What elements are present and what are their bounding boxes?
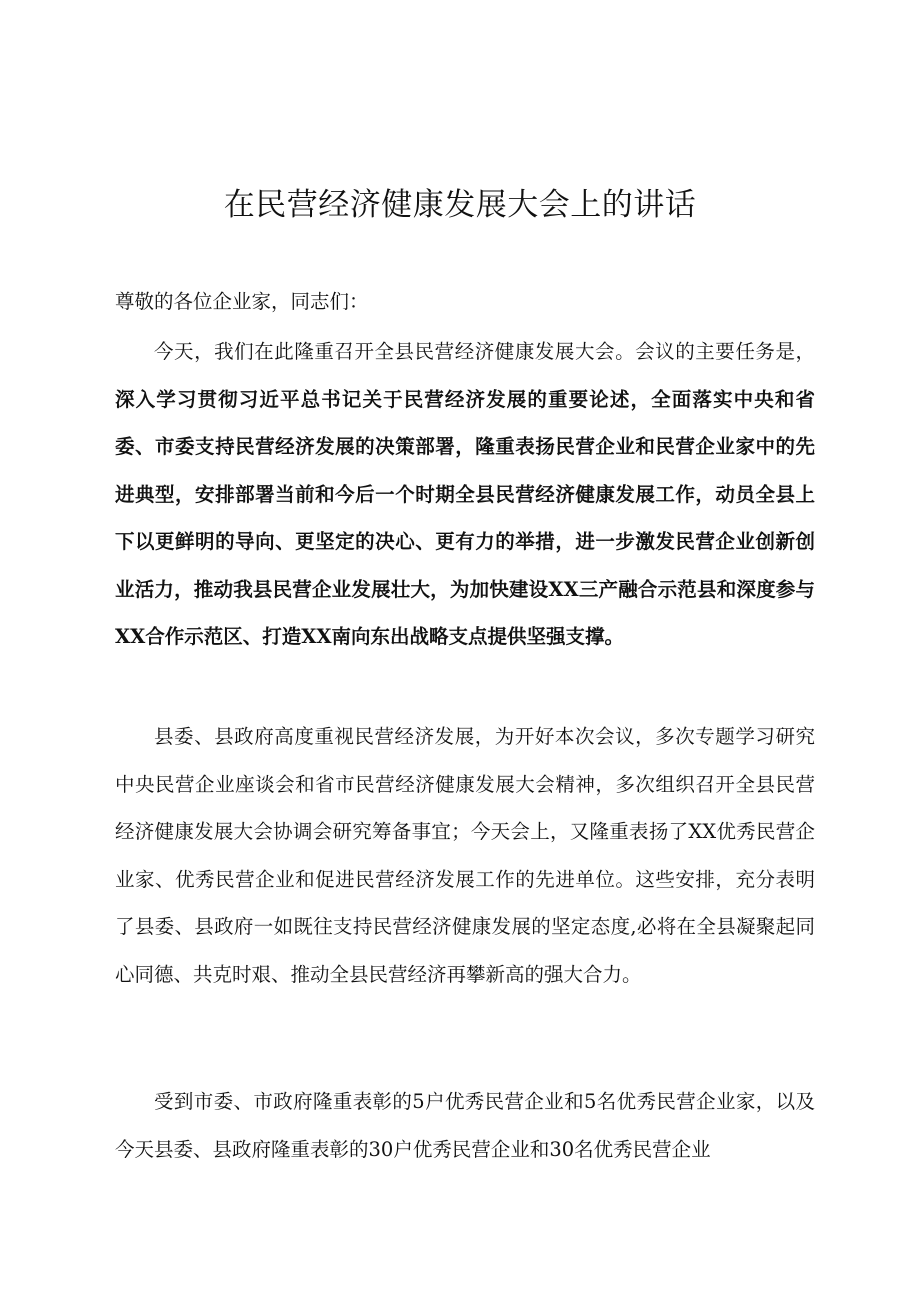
paragraph-county-attention: 县委、县政府高度重视民营经济发展，为开好本次会议，多次专题学习研究中央民营企业座谈会和省市民营经济健康发展大会精神，多次组织召开全县民营经济健康发展大会协调会研究筹备事宜；今天会上，又隆重表扬了XX优秀民营企业家、优秀民营企业和促进民营经济发展工作的先进单位。这些安排，充分表明了县委、县政府一如既往支持民营经济健康发展的坚定态度,必将在全县凝聚起同心同德、共克时艰、推动全县民营经济再攀新高的强大合力。 xyxy=(115,725,815,986)
paragraph-opening-intro: 今天，我们在此隆重召开全县民营经济健康发展大会。会议的主要任务是， xyxy=(154,340,815,363)
paragraph-commendation: 受到市委、市政府隆重表彰的5户优秀民营企业和5名优秀民营企业家，以及今天县委、县政府隆重表彰的30户优秀民营企业和30名优秀民营企业 xyxy=(115,1090,815,1161)
paragraph-opening xyxy=(115,328,815,661)
salutation: 尊敬的各位企业家，同志们： xyxy=(115,290,369,313)
paragraph-opening-emphasis: 深入学习贯彻习近平总书记关于民营经济发展的重要论述，全面落实中央和省委、市委支持民营经济发展的决策部署，隆重表扬民营企业和民营企业家中的先进典型，安排部署当前和今后一个时期全县民营经济健康发展工作，动员全县上下以更鲜明的导向、更坚定的决心、更有力的举措，进一步激发民营企业创新创业活力，推动我县民营企业发展壮大，为加快建设XX三产融合示范县和深度参与XX合作示范区、打造XX南向东出战略支点提供坚强支撑。 xyxy=(115,387,815,648)
document-title: 在民营经济健康发展大会上的讲话 xyxy=(223,187,697,223)
